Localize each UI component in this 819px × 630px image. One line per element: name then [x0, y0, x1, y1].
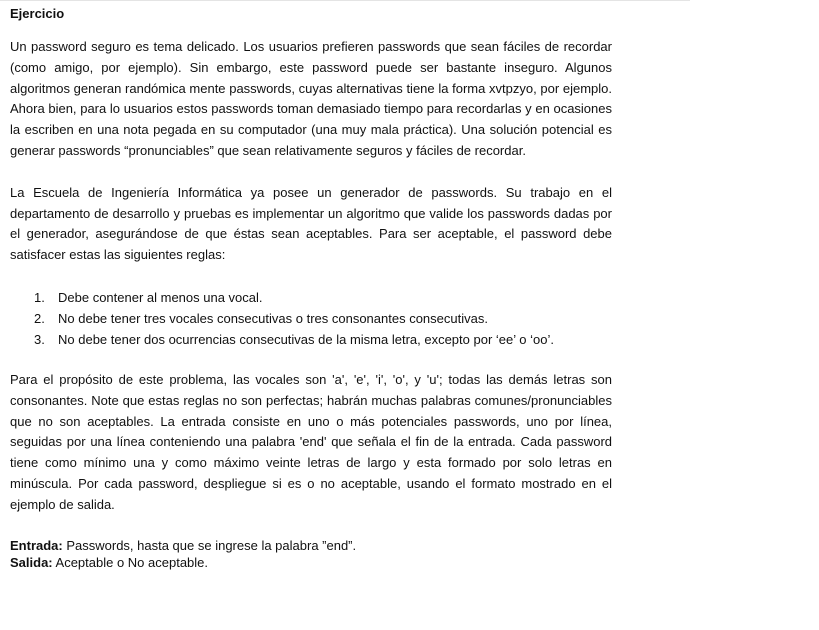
rule-number: 3.: [34, 331, 45, 347]
rule-item: [34, 308, 612, 329]
rule-number: 1.: [34, 289, 45, 305]
output-text: Aceptable o No aceptable.: [52, 554, 209, 570]
input-spec: [10, 537, 612, 554]
rule-item: [34, 287, 612, 308]
document-content: [10, 5, 612, 571]
exercise-title: Ejercicio: [10, 6, 65, 21]
intro-paragraph: Un password seguro es tema delicado. Los usuarios prefieren passwords que sean fáciles de recordar (como amigo, por ejemplo). Sin embargo, este password puede ser bastante inseguro. Algunos algoritmos generan randómica mente passwords, cuyas alternativas tiene la forma xvtpzyo, por ejemplo. Ahora bien, para lo usuarios estos passwords toman demasiado tiempo para recordarlas y en ocasiones la escriben en una nota pegada en su computador (una muy mala práctica). Una solución potencial es generar passwords “pronunciables” que sean relativamente seguros y fáciles de recordar.: [10, 39, 612, 158]
rule-text: No debe tener tres vocales consecutivas o tres consonantes consecutivas.: [58, 310, 488, 326]
rule-text: No debe tener dos ocurrencias consecutivas de la misma letra, excepto por ‘ee’ o ‘oo’.: [58, 331, 554, 347]
requirements-paragraph: La Escuela de Ingeniería Informática ya posee un generador de passwords. Su trabajo en el departamento de desarrollo y pruebas es implementar un algoritmo que valide los passwords dadas por el generador, asegurándose de que éstas sean aceptables. Para ser aceptable, el password debe satisfacer estas las siguientes reglas:: [10, 184, 612, 263]
input-text: Passwords, hasta que se ingrese la palabra ”end”.: [62, 537, 357, 553]
input-label: Entrada:: [10, 537, 63, 553]
rules-list: [10, 287, 612, 350]
rule-item: [34, 329, 612, 350]
closing-paragraph: Para el propósito de este problema, las vocales son 'a', 'e', 'i', 'o', y 'u'; todas las demás letras son consonantes. Note que estas reglas no son perfectas; habrán muchas palabras comunes/pronunciables que no son aceptables. La entrada consiste en uno o más potenciales passwords, uno por línea, seguidas por una línea conteniendo una palabra 'end' que señala el fin de la entrada. Cada password tiene como mínimo una y como máximo veinte letras de largo y esta formado por solo letras en minúscula. Por cada password, despliegue si es o no aceptable, usando el formato mostrado en el ejemplo de salida.: [10, 371, 612, 512]
rule-text: Debe contener al menos una vocal.: [58, 289, 263, 305]
rule-number: 2.: [34, 310, 45, 326]
output-label: Salida:: [10, 554, 53, 570]
output-spec: [10, 554, 612, 571]
